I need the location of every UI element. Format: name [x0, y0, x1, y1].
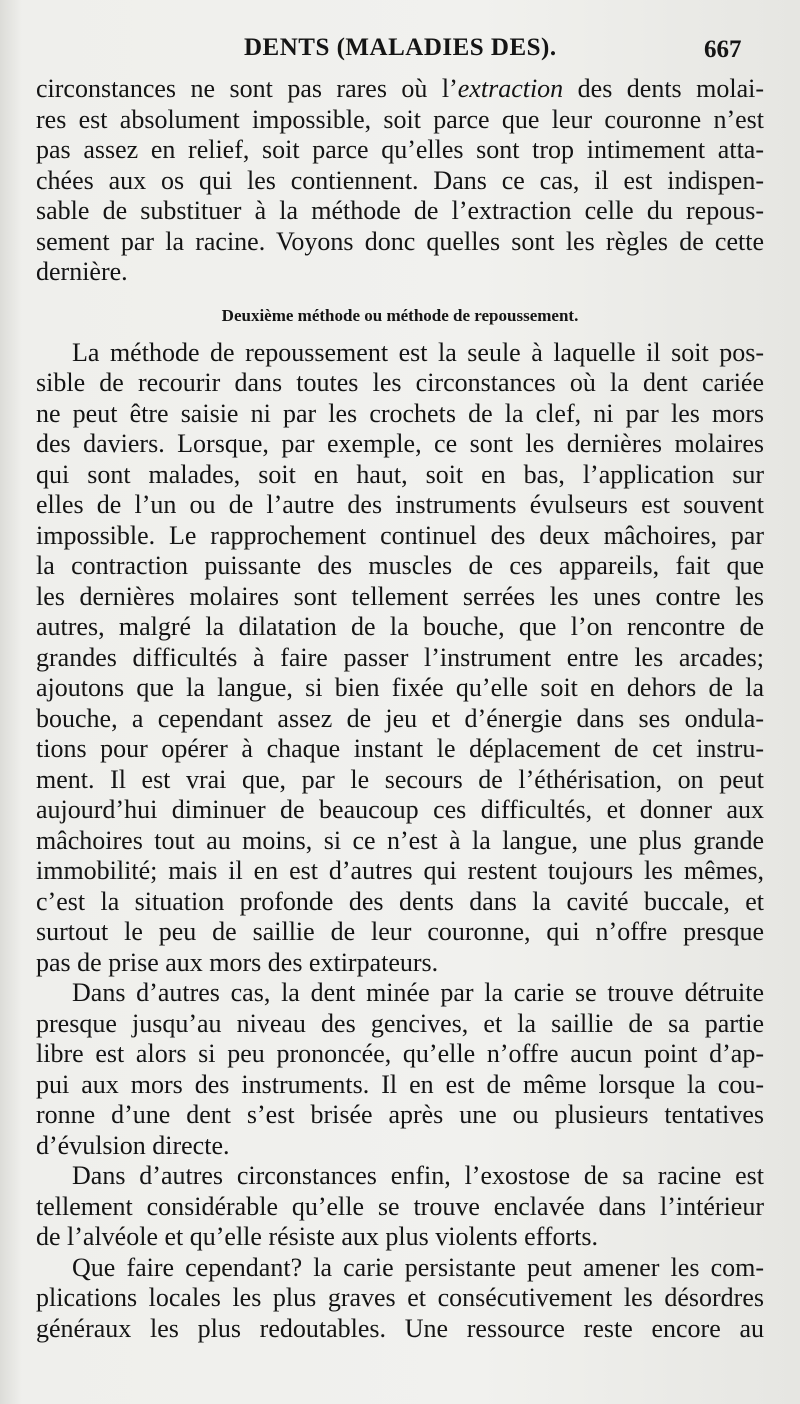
running-head-title: DENTS (MALADIES DES).: [244, 34, 557, 61]
text-line: impossible. Le rapprochement continuel des deux mâchoires, par: [36, 520, 764, 550]
text-line: de l’alvéole et qu’elle résiste aux plus violents efforts.: [36, 1222, 598, 1251]
text-line: circonstances ne sont pas rares où l’extraction des dents molai-: [36, 74, 764, 103]
running-head: [0, 34, 800, 68]
text-line: Que faire cependant? la carie persistante peut amener les com-: [72, 1252, 764, 1282]
text-line: autres, malgré la dilatation de la bouche, que l’on rencontre de: [36, 612, 764, 641]
body-text: [36, 74, 764, 1344]
text-line: plications locales les plus graves et consécutivement les désordres: [36, 1283, 764, 1312]
text-line: pui aux mors des instruments. Il en est de même lorsque la cou-: [36, 1069, 764, 1099]
text-line: surtout le peu de saillie de leur couronne, qui n’offre presque: [36, 917, 764, 946]
paragraph-1: [36, 74, 764, 288]
text-line: ajoutons que la langue, si bien fixée qu’elle soit en dehors de la: [36, 673, 764, 702]
text-line: c’est la situation profonde des dents dans la cavité buccale, et: [36, 886, 764, 916]
text-line: tellement considérable qu’elle se trouve enclavée dans l’intérieur: [36, 1191, 764, 1221]
text-line: sible de recourir dans toutes les circonstances où la dent cariée: [36, 368, 764, 397]
text-line: elles de l’un ou de l’autre des instruments évulseurs est souvent: [36, 490, 764, 519]
page-number: 667: [704, 36, 742, 63]
text-line: ronne d’une dent s’est brisée après une ou plusieurs tentatives: [36, 1100, 764, 1129]
text-line: la contraction puissante des muscles de ces appareils, fait que: [36, 551, 764, 580]
paragraph-4: [36, 1161, 764, 1253]
text-line: grandes difficultés à faire passer l’instrument entre les arcades;: [36, 642, 764, 672]
paragraph-2: [36, 338, 764, 979]
text-line: ment. Il est vrai que, par le secours de l’éthérisation, on peut: [36, 764, 764, 794]
text-line: sable de substituer à la méthode de l’extraction celle du repous-: [36, 196, 764, 225]
section-heading: Deuxième méthode ou méthode de repoussement.: [221, 305, 579, 325]
text-line: immobilité; mais il en est d’autres qui restent toujours les mêmes,: [36, 856, 764, 885]
text-line: pas assez en relief, soit parce qu’elles sont trop intimement atta-: [36, 135, 764, 164]
text-line: La méthode de repoussement est la seule à laquelle il soit pos-: [72, 337, 764, 367]
text-line: libre est alors si peu prononcée, qu’elle n’offre aucun point d’ap-: [36, 1039, 764, 1068]
text-line: presque jusqu’au niveau des gencives, et la saillie de sa partie: [36, 1008, 764, 1038]
text-line: qui sont malades, soit en haut, soit en bas, l’application sur: [36, 459, 764, 489]
text-line: tions pour opérer à chaque instant le déplacement de cet instru-: [36, 734, 764, 763]
text-line: des daviers. Lorsque, par exemple, ce sont les dernières molaires: [36, 429, 764, 458]
text-line: chées aux os qui les contiennent. Dans ce cas, il est indispen-: [36, 165, 764, 195]
paragraph-5: [36, 1253, 764, 1345]
text-line: bouche, a cependant assez de jeu et d’énergie dans ses ondula-: [36, 703, 764, 733]
text-line: res est absolument impossible, soit parce que leur couronne n’est: [36, 104, 764, 134]
text-line: pas de prise aux mors des extirpateurs.: [36, 947, 439, 977]
text-line: aujourd’hui diminuer de beaucoup ces difficultés, et donner aux: [36, 795, 764, 824]
paragraph-3: [36, 978, 764, 1161]
text-line: dernière.: [36, 257, 128, 286]
text-line: mâchoires tout au moins, si ce n’est à la langue, une plus grande: [36, 825, 764, 855]
text-line: d’évulsion directe.: [36, 1130, 230, 1160]
text-line: sement par la racine. Voyons donc quelles sont les règles de cette: [36, 226, 764, 256]
text-line: Dans d’autres circonstances enfin, l’exostose de sa racine est: [72, 1161, 764, 1190]
text-line: ne peut être saisie ni par les crochets de la clef, ni par les mors: [36, 398, 764, 428]
text-line: généraux les plus redoutables. Une ressource reste encore au: [36, 1313, 764, 1343]
text-line: les dernières molaires sont tellement serrées les unes contre les: [36, 581, 764, 611]
text-line: Dans d’autres cas, la dent minée par la carie se trouve détruite: [72, 978, 764, 1007]
